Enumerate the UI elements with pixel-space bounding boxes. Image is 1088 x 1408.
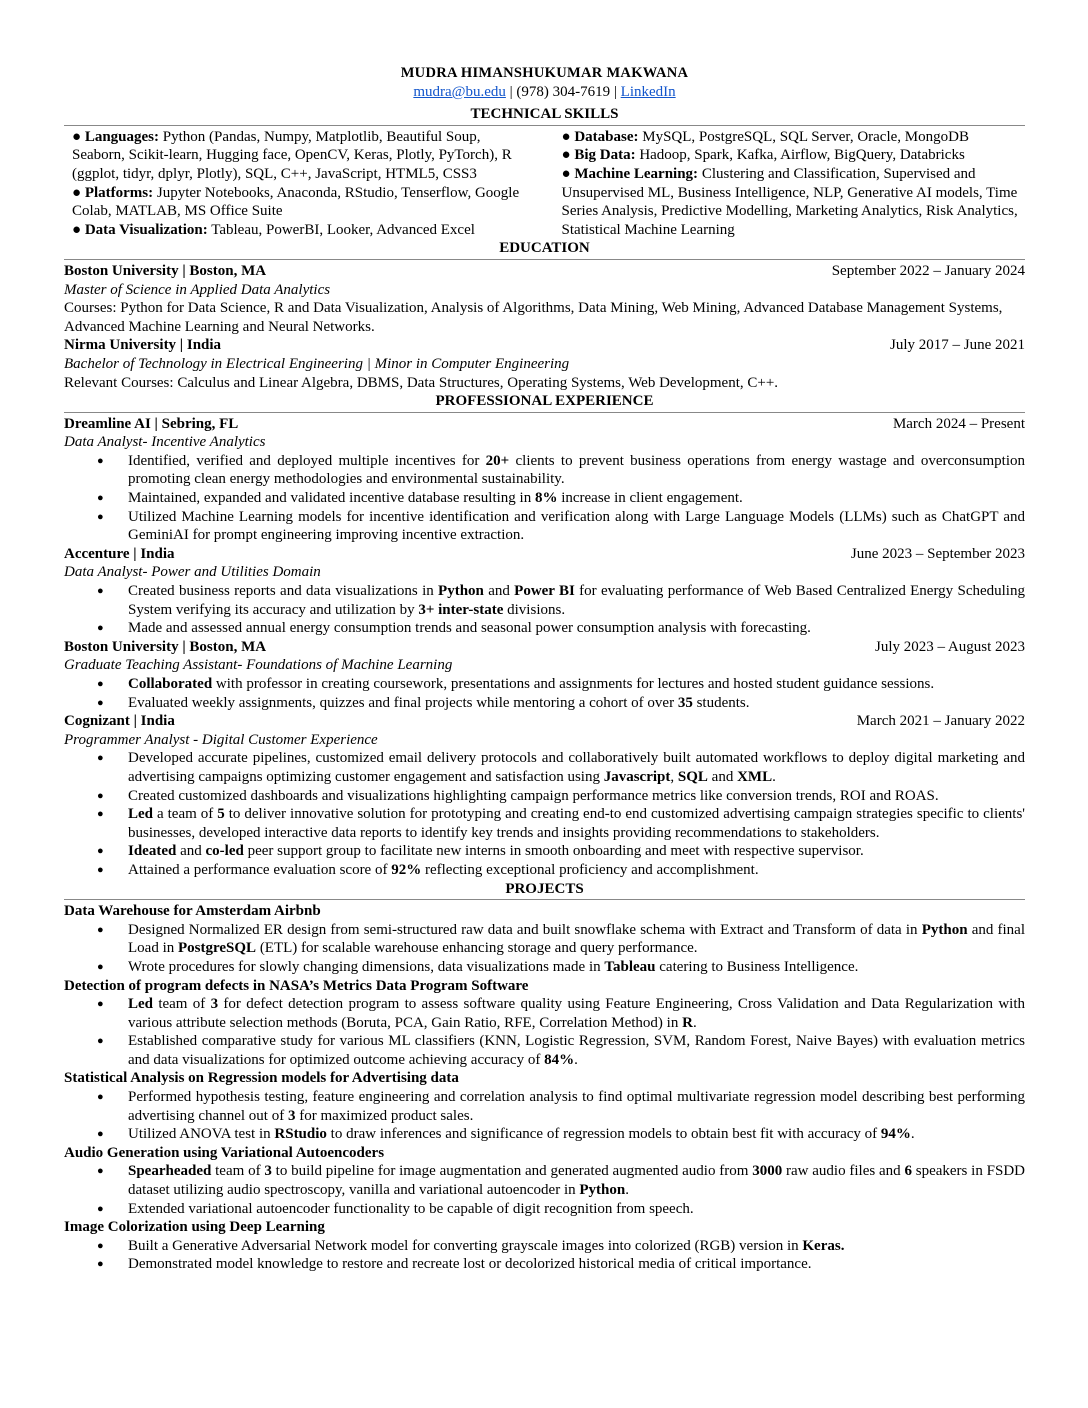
bullet-item [64,1032,1025,1069]
bullet-text: Maintained, expanded and validated incentive database resulting in [128,490,535,507]
experience-entry [64,638,1025,712]
employer-name: Boston University | Boston, MA [64,638,267,655]
bullet-item [64,1200,1025,1219]
bullet-text: Wrote procedures for slowly changing dimensions, data visualizations made in [128,958,605,975]
bullet-item [64,995,1025,1032]
course-list: Courses: Python for Data Science, R and Data Visualization, Analysis of Algorithms, Data Mining, Web Mining, Advanced Database Management Systems, Advanced Machine Learning and Neural Networks. [64,300,1003,335]
bold-highlight: Python [579,1182,626,1199]
bold-highlight: 94% [880,1126,911,1143]
bullet-text: and [176,843,206,860]
resume-page [64,64,1025,1274]
bold-highlight: RStudio [274,1126,327,1143]
skill-label: Platforms: [84,184,154,201]
bullet-item [64,861,1025,880]
experience-entry [64,415,1025,545]
experience-entry [64,712,1025,879]
bold-highlight: 3000 [752,1163,783,1180]
employer-name: Dreamline AI | Sebring, FL [64,415,239,432]
bullet-text: speakers in FSDD dataset utilizing audio spectroscopy, vanilla and variational autoencoder in [128,1163,1025,1199]
project-entry [64,902,1025,976]
bold-highlight: 92% [391,861,422,878]
bullet-item [64,958,1025,977]
bold-highlight: 6 [904,1163,912,1180]
school-name: Nirma University | India [64,337,222,354]
bullet-item [64,1237,1025,1256]
bullet-item [64,842,1025,861]
date-range: July 2023 – August 2023 [874,638,1025,655]
bullet-text: peer support group to facilitate new interns in smooth onboarding and meet with respective supervisor. [243,843,864,860]
section-divider [64,899,1025,900]
bullet-text: . [574,1051,578,1068]
date-range: September 2022 – January 2024 [831,262,1025,279]
school-name: Boston University | Boston, MA [64,262,267,279]
bullet-list [64,452,1025,545]
bullet-text: with professor in creating coursework, presentations and assignments for lectures and hosted student guidance sessions. [212,676,935,692]
bullet-text: Created customized dashboards and visualizations highlighting campaign performance metrics like conversion trends, ROI and ROAS. [128,787,939,804]
section-heading-experience: PROFESSIONAL EXPERIENCE [435,393,654,410]
bullet-item [64,805,1025,842]
section-divider [64,259,1025,260]
bullet-glyph: ● [561,128,575,145]
bullet-text: and [707,768,738,785]
bold-highlight: Led [128,996,154,1013]
bullet-text: a team of [153,806,218,823]
job-title: Graduate Teaching Assistant- Foundations of Machine Learning [64,657,453,674]
bullet-text: Attained a performance evaluation score of [128,861,392,878]
bullet-list [64,1162,1025,1218]
bold-highlight: 3+ inter-state [418,601,504,618]
bullet-text: and [483,583,515,600]
date-range: July 2017 – June 2021 [890,337,1025,354]
skill-label: Languages: [84,128,159,145]
bullet-list [64,921,1025,977]
bullet-text: Established comparative study for various ML classifiers (KNN, Logistic Regression, SVM, Random Forest, Naive Bayes) with evaluation metrics and data visualizations for optimized outcome achieving accuracy of [128,1033,1025,1068]
entry-header-row [64,545,1025,564]
bullet-text: to build pipeline for image augmentation and generated augmented audio from [271,1163,753,1180]
skill-value: Python (Pandas, Numpy, Matplotlib, Beautiful Soup, Seaborn, Scikit-learn, Hugging face, OpenCV, Keras, Plotly, PyTorch), R (ggplot, tidyr, dplyr, Plotly), SQL, C++, JavaScript, HTML5, CSS3 [72,128,512,182]
bold-highlight: Python [438,583,484,600]
bullet-text: for defect detection program to assess software quality using Feature Engineering, Cross Validation and Data Regularization with various attribute selection methods (Boruta, PCA, Gain Ratio, RFE, Correlation Method) in [128,996,1025,1031]
bold-highlight: Javascript [603,768,671,785]
bold-highlight: Spearheaded [128,1163,212,1180]
bullet-item [64,508,1025,545]
section-divider [64,412,1025,413]
experience-entry [64,545,1025,638]
email-link[interactable]: mudra@bu.edu [413,83,506,100]
bullet-list [64,749,1025,879]
bullet-item [64,921,1025,958]
section-heading-education: EDUCATION [499,240,590,257]
skill-label: Machine Learning: [574,165,699,182]
bullet-text: team of [153,996,211,1013]
projects-list [64,902,1025,1274]
bullet-text: , [670,768,678,785]
bold-highlight: 8% [534,490,558,507]
candidate-name: MUDRA HIMANSHUKUMAR MAKWANA [400,65,689,81]
bold-highlight: Ideated [128,843,177,860]
bullet-text: and final Load in [128,921,1025,957]
project-entry [64,977,1025,1070]
project-entry [64,1144,1025,1218]
bold-highlight: SQL [677,768,708,785]
resume-header [64,64,1025,101]
bullet-text: clients to prevent business operations from energy wastage and overconsumption promoting clean energy methodologies and environmental sustainability. [128,452,1025,488]
skill-database [562,128,1026,147]
bold-highlight: 84% [544,1051,575,1068]
bold-highlight: Power BI [514,583,575,600]
bullet-text: (ETL) for scalable warehouse enhancing storage and query performance. [256,940,698,957]
project-title: Data Warehouse for Amsterdam Airbnb [64,903,321,920]
bullet-text: Created business reports and data visualizations in [128,583,439,600]
bold-highlight: 5 [217,806,225,823]
bold-highlight: Keras. [802,1237,845,1254]
bullet-item [64,787,1025,806]
bullet-item [64,582,1025,619]
bullet-item [64,1255,1025,1274]
bullet-item [64,749,1025,786]
bold-highlight: Python [921,921,968,938]
bullet-text: Performed hypothesis testing, feature engineering and correlation analysis to find optimal multivariate regression model describing best performing advertising channel out of [128,1089,1025,1124]
employer-name: Accenture | India [64,545,175,562]
bullet-text: . [910,1126,915,1143]
bullet-list [64,582,1025,638]
job-title: Data Analyst- Power and Utilities Domain [64,564,321,581]
bullet-text: . [625,1182,629,1199]
bullet-text: Demonstrated model knowledge to restore and recreate lost or decolorized historical media of critical importance. [128,1256,812,1273]
project-title: Detection of program defects in NASA’s Metrics Data Program Software [64,977,529,994]
bullet-text: Evaluated weekly assignments, quizzes and final projects while mentoring a cohort of over [128,694,678,711]
skill-label: Database: [574,128,639,145]
degree-title: Bachelor of Technology in Electrical Engineering | Minor in Computer Engineering [64,355,570,372]
bullet-text: team of [211,1163,265,1180]
project-title: Statistical Analysis on Regression models for Advertising data [64,1070,459,1087]
bullet-text: divisions. [503,601,566,618]
contact-separator: | [505,83,517,100]
bullet-text: . [772,768,776,785]
bullet-text: increase in client engagement. [557,490,743,507]
bold-highlight: Collaborated [128,676,213,692]
bullet-glyph: ● [72,184,85,201]
bullet-glyph: ● [72,128,85,145]
entry-header-row [64,415,1025,434]
bullet-text: Made and assessed annual energy consumption trends and seasonal power consumption analysis with forecasting. [128,620,811,637]
bold-highlight: R [682,1014,693,1031]
project-entry [64,1069,1025,1143]
project-entry [64,1218,1025,1274]
skills-grid [64,128,1025,240]
bullet-glyph: ● [561,147,575,164]
project-title: Image Colorization using Deep Learning [64,1219,325,1236]
bullet-text: Extended variational autoencoder functionality to be capable of digit recognition from speech. [128,1200,694,1217]
education-entry [64,336,1025,392]
employer-name: Cognizant | India [64,713,175,730]
skill-label: Data Visualization: [84,221,208,238]
course-list: Relevant Courses: Calculus and Linear Algebra, DBMS, Data Structures, Operating Systems, Web Development, C++. [64,374,779,391]
bold-highlight: PostgreSQL [178,940,257,957]
skill-value: Hadoop, Spark, Kafka, Airflow, BigQuery, Databricks [635,147,965,164]
bullet-text: Developed accurate pipelines, customized email delivery protocols and collaboratively built automated workflows to deploy digital marketing and advertising campaigns optimizing customer engagement and satisfaction using [128,750,1025,785]
bold-highlight: co-led [205,843,244,860]
bold-highlight: 3 [264,1163,272,1180]
bullet-list [64,1237,1025,1274]
bullet-item [64,1088,1025,1125]
entry-header-row [64,712,1025,731]
date-range: March 2024 – Present [892,415,1025,432]
bold-highlight: 20+ [485,452,510,469]
skill-machine-learning [562,165,1026,239]
experience-list [64,415,1025,880]
bullet-item [64,675,1025,694]
education-list [64,262,1025,392]
bullet-list [64,1088,1025,1144]
bullet-list [64,995,1025,1069]
skill-label: Big Data: [574,147,636,164]
skill-big-data [562,146,1026,165]
bullet-text: raw audio files and [782,1163,905,1180]
bold-highlight: Tableau [604,958,656,975]
job-title: Programmer Analyst - Digital Customer Experience [64,731,378,748]
skill-data-visualization [72,221,536,240]
bold-highlight: Led [128,806,154,823]
bullet-text: Identified, verified and deployed multiple incentives for [128,452,486,469]
bold-highlight: XML [737,768,773,785]
skills-column-left [64,128,562,240]
bullet-item [64,694,1025,713]
bullet-item [64,452,1025,489]
section-divider [64,125,1025,126]
section-heading-projects: PROJECTS [505,880,584,897]
bullet-glyph: ● [72,221,85,238]
bullet-text: to deliver innovative solution for prototyping and creating end-to end customized advertising campaign strategies specific to clients' businesses, developed interactive data reports to identify key trends and insights providing recommendations to stakeholders. [128,806,1025,841]
bullet-item [64,1125,1025,1144]
bullet-text: for maximized product sales. [295,1107,474,1124]
skill-languages [72,128,536,184]
contact-separator: | [610,83,621,100]
bold-highlight: 3 [287,1107,296,1124]
bullet-text: students. [692,694,750,711]
entry-header-row [64,638,1025,657]
bullet-text: Designed Normalized ER design from semi-structured raw data and built snowflake schema with Extract and Transform of data in [128,921,922,938]
contact-line [64,83,1025,102]
bullet-item [64,619,1025,638]
skill-value: Jupyter Notebooks, Anaconda, RStudio, Tenserflow, Google Colab, MATLAB, MS Office Suite [72,184,520,220]
bold-highlight: 3 [210,996,219,1013]
section-heading-skills: TECHNICAL SKILLS [470,106,619,123]
bullet-list [64,675,1025,712]
date-range: March 2021 – January 2022 [856,713,1025,730]
bullet-text: Built a Generative Adversarial Network model for converting grayscale images into colorized (RGB) version in [128,1237,803,1254]
bullet-glyph: ● [561,165,575,182]
bullet-item [64,1162,1025,1199]
entry-header-row [64,262,1025,281]
job-title: Data Analyst- Incentive Analytics [64,434,266,451]
bold-highlight: 35 [677,694,693,711]
skill-value: MySQL, PostgreSQL, SQL Server, Oracle, MongoDB [638,128,969,145]
skill-value: Tableau, PowerBI, Looker, Advanced Excel [207,221,475,238]
degree-title: Master of Science in Applied Data Analytics [64,281,331,298]
linkedin-link[interactable]: LinkedIn [620,83,676,100]
skill-platforms [72,184,536,221]
bullet-text: Utilized ANOVA test in [128,1126,275,1143]
bullet-text: Utilized Machine Learning models for incentive identification and verification along with Large Language Models (LLMs) such as ChatGPT and GeminiAI for prompt engineering improving incentive extraction. [128,508,1025,544]
education-entry [64,262,1025,336]
skills-column-right [562,128,1026,240]
phone-number: (978) 304-7619 [516,83,611,100]
date-range: June 2023 – September 2023 [850,545,1025,562]
bullet-text: catering to Business Intelligence. [655,958,859,975]
bullet-item [64,489,1025,508]
project-title: Audio Generation using Variational Autoencoders [64,1144,385,1161]
bullet-text: reflecting exceptional proficiency and accomplishment. [421,861,759,878]
entry-header-row [64,336,1025,355]
skill-value: Clustering and Classification, Supervised and Unsupervised ML, Business Intelligence, NLP, Generative AI models, Time Series Analysis, Predictive Modelling, Marketing Analytics, Risk Analytics, Statistical Machine Learning [561,165,1018,238]
bullet-text: . [692,1014,697,1031]
bullet-text: for evaluating performance of Web Based Centralized Energy Scheduling System verifying its accuracy and utilization by [128,583,1025,618]
bullet-text: to draw inferences and significance of regression models to obtain best fit with accuracy of [326,1126,881,1143]
